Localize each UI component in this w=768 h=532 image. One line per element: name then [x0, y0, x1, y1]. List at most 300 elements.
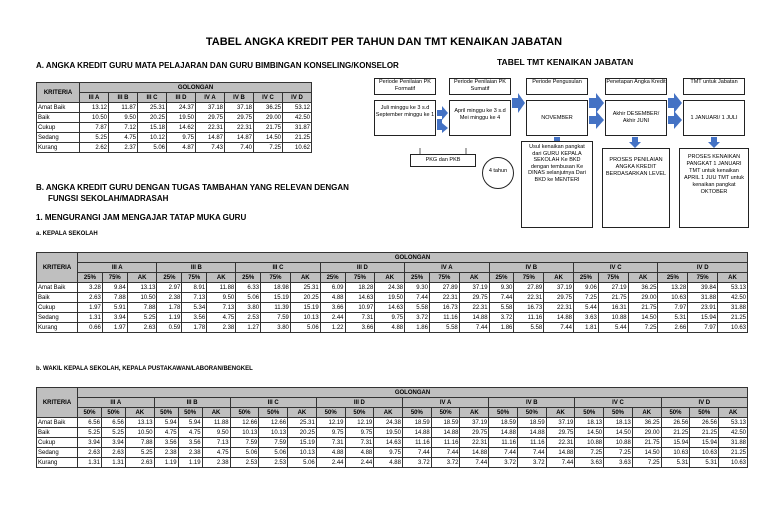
table-cell: 11.16 — [429, 313, 459, 323]
table-cell: 2.63 — [127, 323, 157, 333]
table-cell: 5.58 — [514, 323, 544, 333]
table-cell: 21.25 — [690, 428, 719, 438]
sub-header: 50% — [101, 408, 125, 418]
table-cell: 7.44 — [546, 458, 575, 468]
table-cell: 5.94 — [154, 418, 178, 428]
table-cell: 5.91 — [102, 303, 127, 313]
table-cell: 5.94 — [178, 418, 202, 428]
group-header: IV B — [489, 263, 573, 273]
table-cell: 5.06 — [259, 448, 288, 458]
table-cell: 7.59 — [261, 313, 291, 323]
sub-header: 50% — [154, 408, 178, 418]
table-cell: 3.72 — [517, 458, 546, 468]
table-cell: 3.63 — [574, 313, 599, 323]
table-cell: 5.58 — [489, 303, 514, 313]
table-cell: 7.25 — [632, 458, 661, 468]
table-cell: 18.13 — [604, 418, 633, 428]
table-cell: 31.88 — [718, 303, 748, 313]
table-cell: 7.40 — [225, 143, 254, 153]
row-label: Cukup — [37, 123, 80, 133]
table-cell: 7.44 — [460, 458, 489, 468]
table-cell: 5.25 — [125, 448, 154, 458]
table-cell: 2.53 — [230, 458, 259, 468]
table-cell: 5.25 — [101, 428, 125, 438]
table-row — [37, 303, 748, 313]
table-cell: 11.16 — [517, 438, 546, 448]
sub-header: AK — [127, 273, 157, 283]
table-cell: 10.63 — [718, 323, 748, 333]
table-cell: 10.13 — [290, 313, 320, 323]
table-cell: 2.53 — [259, 458, 288, 468]
table-cell: 14.50 — [604, 428, 633, 438]
table-cell: 5.31 — [690, 458, 719, 468]
section-b-heading: B. ANGKA KREDIT GURU DENGAN TUGAS TAMBAHAN YANG RELEVAN DENGAN — [36, 183, 349, 192]
table-cell: 13.13 — [125, 418, 154, 428]
arrow-right-icon — [589, 111, 604, 129]
row-label: Sedang — [37, 133, 80, 143]
table-cell: 3.66 — [345, 323, 375, 333]
header-kriteria: KRITERIA — [37, 253, 78, 283]
table-cell: 1.19 — [157, 313, 182, 323]
table-wakil-kepala — [36, 387, 748, 468]
table-cell: 20.25 — [138, 113, 167, 123]
table-cell: 1.19 — [154, 458, 178, 468]
table-cell: 2.38 — [207, 323, 236, 333]
sub-header: 50% — [575, 408, 604, 418]
group-header: IV D — [658, 263, 748, 273]
table-cell: 9.50 — [202, 428, 230, 438]
table-cell: 18.59 — [402, 418, 431, 428]
table-cell: 12.66 — [230, 418, 259, 428]
table-cell: 2.97 — [157, 283, 182, 293]
table-row — [37, 283, 748, 293]
table-cell: 9.84 — [102, 283, 127, 293]
group-header: III B — [157, 263, 236, 273]
table-cell: 29.75 — [546, 428, 575, 438]
section-a-heading: A. ANGKA KREDIT GURU MATA PELAJARAN DAN GURU BIMBINGAN KONSELING/KONSELOR — [36, 61, 399, 70]
table-cell: 4.88 — [345, 448, 374, 458]
table-cell: 42.50 — [718, 293, 748, 303]
table-cell: 53.13 — [719, 418, 748, 428]
sub-header: 25% — [405, 273, 430, 283]
sub-header: 50% — [517, 408, 546, 418]
group-header: III D — [316, 398, 402, 408]
table-cell: 3.63 — [604, 458, 633, 468]
table-cell: 22.31 — [429, 293, 459, 303]
table-cell: 29.75 — [225, 113, 254, 123]
table-cell: 14.88 — [431, 428, 460, 438]
table-cell: 9.30 — [405, 283, 430, 293]
group-header: III A — [78, 398, 155, 408]
column-header: IV A — [196, 93, 225, 103]
table-cell: 10.97 — [345, 303, 375, 313]
table-cell: 7.12 — [109, 123, 138, 133]
table-cell: 6.56 — [78, 418, 102, 428]
table-cell: 4.88 — [316, 448, 345, 458]
table-cell: 7.31 — [345, 313, 375, 323]
table-cell: 4.87 — [167, 143, 196, 153]
table-cell: 19.50 — [374, 428, 403, 438]
table-cell: 2.38 — [154, 448, 178, 458]
table-row — [37, 438, 748, 448]
column-header: III D — [167, 93, 196, 103]
table-cell: 2.66 — [658, 323, 688, 333]
sub-header: 50% — [178, 408, 202, 418]
table-cell: 21.75 — [628, 303, 658, 313]
table-cell: 37.18 — [225, 103, 254, 113]
table-cell: 7.88 — [102, 293, 127, 303]
sub-header: 50% — [489, 408, 518, 418]
table-row — [37, 458, 748, 468]
tmt-penetapan-period: Akhir DESEMBER/ Akhir JUNI — [605, 100, 667, 136]
table-cell: 1.78 — [182, 323, 207, 333]
sub-header: 50% — [78, 408, 102, 418]
sub-header: AK — [290, 273, 320, 283]
table-cell: 3.80 — [261, 323, 291, 333]
table-cell: 19.50 — [167, 113, 196, 123]
arrow-down-icon — [708, 137, 720, 148]
section-1-heading: 1. MENGURANGI JAM MENGAJAR TATAP MUKA GURU — [36, 213, 247, 222]
table-cell: 1.19 — [178, 458, 202, 468]
table-cell: 5.25 — [80, 133, 109, 143]
table-cell: 16.73 — [514, 303, 544, 313]
arrow-right-icon — [437, 119, 448, 133]
table-cell: 16.31 — [598, 303, 628, 313]
table-cell: 2.44 — [320, 313, 345, 323]
sub-header: AK — [202, 408, 230, 418]
table-cell: 53.12 — [283, 103, 312, 113]
row-label: Amat Baik — [37, 418, 78, 428]
table-cell: 7.44 — [431, 448, 460, 458]
header-golongan: GOLONGAN — [78, 388, 748, 398]
sub-header: 25% — [78, 273, 103, 283]
table-cell: 36.25 — [254, 103, 283, 113]
header-kriteria: KRITERIA — [37, 388, 78, 418]
arrow-right-icon — [589, 93, 604, 113]
table-cell: 3.72 — [402, 458, 431, 468]
table-cell: 4.75 — [109, 133, 138, 143]
group-header: IV C — [575, 398, 661, 408]
table-cell: 5.31 — [658, 313, 688, 323]
table-cell: 14.63 — [345, 293, 375, 303]
table-row — [37, 448, 748, 458]
sub-header: AK — [375, 273, 405, 283]
table-cell: 18.98 — [261, 283, 291, 293]
table-cell: 22.31 — [225, 123, 254, 133]
table-cell: 7.88 — [127, 303, 157, 313]
table-cell: 7.25 — [574, 293, 599, 303]
row-label: Cukup — [37, 438, 78, 448]
table-cell: 11.16 — [402, 438, 431, 448]
arrow-right-icon — [512, 93, 525, 113]
table-cell: 10.50 — [80, 113, 109, 123]
table-cell: 9.50 — [207, 293, 236, 303]
table-cell: 14.88 — [546, 448, 575, 458]
table-cell: 15.19 — [288, 438, 317, 448]
sub-b-heading: b. WAKIL KEPALA SEKOLAH, KEPALA PUSTAKAWAN/LABORAN/BENGKEL — [36, 366, 253, 372]
table-cell: 9.75 — [374, 448, 403, 458]
table-cell: 5.25 — [78, 428, 102, 438]
sub-a-heading: a. KEPALA SEKOLAH — [36, 231, 98, 237]
table-cell: 14.88 — [402, 428, 431, 438]
table-cell: 29.75 — [544, 293, 574, 303]
table-cell: 12.19 — [316, 418, 345, 428]
table-cell: 1.97 — [78, 303, 103, 313]
table-cell: 3.94 — [101, 438, 125, 448]
table-cell: 3.63 — [575, 458, 604, 468]
table-cell: 7.44 — [459, 323, 489, 333]
table-cell: 5.31 — [661, 458, 690, 468]
table-cell: 22.31 — [196, 123, 225, 133]
row-label: Kurang — [37, 143, 80, 153]
arrow-right-icon — [668, 111, 682, 129]
sub-header: AK — [125, 408, 154, 418]
sub-header: AK — [288, 408, 317, 418]
table-cell: 14.87 — [225, 133, 254, 143]
table-cell: 3.56 — [182, 313, 207, 323]
table-cell: 8.91 — [182, 283, 207, 293]
table-cell: 7.87 — [80, 123, 109, 133]
table-cell: 14.88 — [517, 428, 546, 438]
table-cell: 9.50 — [109, 113, 138, 123]
table-cell: 9.30 — [489, 283, 514, 293]
table-cell: 27.89 — [514, 283, 544, 293]
table-cell: 1.27 — [236, 323, 261, 333]
table-cell: 4.88 — [374, 458, 403, 468]
tmt-pengusulan-period: NOVEMBER — [526, 100, 588, 136]
table-cell: 5.25 — [127, 313, 157, 323]
table-cell: 24.37 — [167, 103, 196, 113]
row-label: Kurang — [37, 458, 78, 468]
row-label: Sedang — [37, 448, 78, 458]
table-cell: 13.28 — [658, 283, 688, 293]
table-cell: 2.38 — [157, 293, 182, 303]
row-label: Amat Baik — [37, 103, 80, 113]
sub-header: 50% — [690, 408, 719, 418]
table-cell: 5.34 — [182, 303, 207, 313]
table-cell: 1.31 — [78, 458, 102, 468]
table-cell: 7.44 — [489, 293, 514, 303]
table-cell: 7.13 — [207, 303, 236, 313]
table-cell: 18.59 — [431, 418, 460, 428]
table-cell: 1.31 — [78, 313, 103, 323]
table-cell: 4.88 — [375, 323, 405, 333]
sub-header: AK — [632, 408, 661, 418]
tmt-header-pk-sumatif: Periode Penilaian PK Sumatif — [449, 78, 511, 95]
table-cell: 24.38 — [375, 283, 405, 293]
sub-header: AK — [459, 273, 489, 283]
table-cell: 22.31 — [460, 438, 489, 448]
table-cell: 31.88 — [688, 293, 718, 303]
group-header: IV C — [574, 263, 658, 273]
table-cell: 3.28 — [78, 283, 103, 293]
table-cell: 3.72 — [489, 313, 514, 323]
sub-header: 75% — [261, 273, 291, 283]
table-cell: 18.59 — [489, 418, 518, 428]
column-header: IV C — [254, 93, 283, 103]
tmt-header-pk-formatif: Periode Penilaian PK Formatif — [374, 78, 436, 95]
table-kepala-sekolah — [36, 252, 748, 333]
table-cell: 10.63 — [690, 448, 719, 458]
table-cell: 14.63 — [374, 438, 403, 448]
table-cell: 16.73 — [429, 303, 459, 313]
table-cell: 10.13 — [288, 448, 317, 458]
table-cell: 5.58 — [405, 303, 430, 313]
table-cell: 29.75 — [460, 428, 489, 438]
table-cell: 2.44 — [345, 458, 374, 468]
table-cell: 3.66 — [320, 303, 345, 313]
header-golongan: GOLONGAN — [80, 83, 312, 93]
arrow-right-icon — [437, 106, 448, 120]
table-cell: 19.50 — [375, 293, 405, 303]
table-cell: 11.88 — [202, 418, 230, 428]
table-cell: 9.75 — [375, 313, 405, 323]
table-cell: 26.56 — [690, 418, 719, 428]
row-label: Cukup — [37, 303, 78, 313]
table-cell: 29.00 — [632, 428, 661, 438]
table-cell: 23.91 — [688, 303, 718, 313]
group-header: III B — [154, 398, 230, 408]
table-cell: 7.44 — [517, 448, 546, 458]
sub-header: 50% — [431, 408, 460, 418]
table-cell: 2.62 — [80, 143, 109, 153]
table-cell: 21.75 — [254, 123, 283, 133]
table-cell: 7.97 — [658, 303, 688, 313]
table-cell: 25.31 — [138, 103, 167, 113]
table-cell: 18.13 — [575, 418, 604, 428]
table-cell: 29.75 — [459, 293, 489, 303]
table-cell: 37.18 — [196, 103, 225, 113]
table-cell: 7.59 — [259, 438, 288, 448]
header-kriteria: KRITERIA — [37, 83, 80, 103]
table-cell: 14.50 — [254, 133, 283, 143]
sub-header: AK — [718, 273, 748, 283]
table-cell: 14.87 — [196, 133, 225, 143]
tmt-header-pengusulan: Periode Pengusulan — [526, 78, 588, 95]
sub-header: 50% — [230, 408, 259, 418]
table-cell: 7.44 — [405, 293, 430, 303]
table-cell: 2.37 — [109, 143, 138, 153]
sub-header: 75% — [429, 273, 459, 283]
table-cell: 3.94 — [78, 438, 102, 448]
table-cell: 37.19 — [544, 283, 574, 293]
tmt-title: TABEL TMT KENAIKAN JABATAN — [497, 57, 634, 67]
table-cell: 2.63 — [125, 458, 154, 468]
sub-header: AK — [628, 273, 658, 283]
table-cell: 1.78 — [157, 303, 182, 313]
row-label: Sedang — [37, 313, 78, 323]
row-label: Baik — [37, 428, 78, 438]
table-cell: 36.25 — [632, 418, 661, 428]
table-cell: 1.86 — [489, 323, 514, 333]
table-cell: 1.22 — [320, 323, 345, 333]
group-header: III C — [230, 398, 316, 408]
table-cell: 1.81 — [574, 323, 599, 333]
table-cell: 4.75 — [154, 428, 178, 438]
table-cell: 7.88 — [125, 438, 154, 448]
table-cell: 13.13 — [127, 283, 157, 293]
table-cell: 11.87 — [109, 103, 138, 113]
table-cell: 9.75 — [345, 428, 374, 438]
table-cell: 10.88 — [598, 313, 628, 323]
table-cell: 14.62 — [167, 123, 196, 133]
table-cell: 42.50 — [719, 428, 748, 438]
table-cell: 5.06 — [138, 143, 167, 153]
table-cell: 3.72 — [431, 458, 460, 468]
table-cell: 25.31 — [290, 283, 320, 293]
table-cell: 6.09 — [320, 283, 345, 293]
table-cell: 39.84 — [688, 283, 718, 293]
table-cell: 7.25 — [628, 323, 658, 333]
table-row — [37, 313, 748, 323]
table-cell: 11.16 — [489, 438, 518, 448]
header-golongan: GOLONGAN — [78, 253, 748, 263]
table-cell: 7.25 — [575, 448, 604, 458]
table-cell: 7.97 — [688, 323, 718, 333]
table-cell: 21.75 — [598, 293, 628, 303]
table-cell: 10.63 — [719, 458, 748, 468]
table-cell: 0.59 — [157, 323, 182, 333]
table-cell: 25.31 — [288, 418, 317, 428]
sub-header: 25% — [320, 273, 345, 283]
sub-header: AK — [374, 408, 403, 418]
table-cell: 10.62 — [283, 143, 312, 153]
table-cell: 7.31 — [345, 438, 374, 448]
table-cell: 7.13 — [182, 293, 207, 303]
table-cell: 2.63 — [78, 448, 102, 458]
sub-header: 75% — [102, 273, 127, 283]
column-header: IV B — [225, 93, 254, 103]
tmt-four-years-circle: 4 tahun — [482, 157, 514, 189]
table-cell: 7.25 — [254, 143, 283, 153]
sub-header: 25% — [236, 273, 261, 283]
sub-header: 50% — [402, 408, 431, 418]
table-cell: 20.25 — [290, 293, 320, 303]
table-cell: 42.50 — [283, 113, 312, 123]
table-cell: 1.97 — [102, 323, 127, 333]
sub-header: 25% — [658, 273, 688, 283]
table-cell: 22.31 — [546, 438, 575, 448]
table-cell: 6.33 — [236, 283, 261, 293]
table-cell: 5.58 — [429, 323, 459, 333]
sub-header: 25% — [489, 273, 514, 283]
tmt-proses-kenaikan: PROSES KENAIKAN PANGKAT 1 JANUARI TMT untuk kenaikan APRIL 1 JUU TMT untuk kenaikan pangkat OKTOBER — [679, 148, 749, 228]
table-cell: 18.59 — [517, 418, 546, 428]
table-cell: 3.80 — [236, 303, 261, 313]
table-cell: 2.63 — [101, 448, 125, 458]
table-cell: 37.19 — [546, 418, 575, 428]
tmt-header-penetapan: Penetapan Angka Kredit — [605, 78, 667, 95]
page-title: TABEL ANGKA KREDIT PER TAHUN DAN TMT KENAIKAN JABATAN — [205, 36, 563, 48]
table-cell: 10.63 — [658, 293, 688, 303]
table-cell: 21.25 — [661, 428, 690, 438]
sub-header: AK — [719, 408, 748, 418]
arrow-right-icon — [668, 93, 682, 113]
tmt-header-tmt: TMT untuk Jabatan — [683, 78, 745, 95]
tmt-pkg-pkb: PKG dan PKB — [410, 154, 476, 167]
table-cell: 15.19 — [290, 303, 320, 313]
column-header: IV D — [283, 93, 312, 103]
table-cell: 26.56 — [661, 418, 690, 428]
sub-header: 75% — [598, 273, 628, 283]
table-cell: 4.75 — [207, 313, 236, 323]
table-cell: 2.38 — [202, 458, 230, 468]
row-label: Amat Baik — [37, 283, 78, 293]
table-cell: 15.19 — [261, 293, 291, 303]
table-cell: 37.19 — [459, 283, 489, 293]
table-cell: 29.75 — [196, 113, 225, 123]
table-cell: 10.50 — [127, 293, 157, 303]
